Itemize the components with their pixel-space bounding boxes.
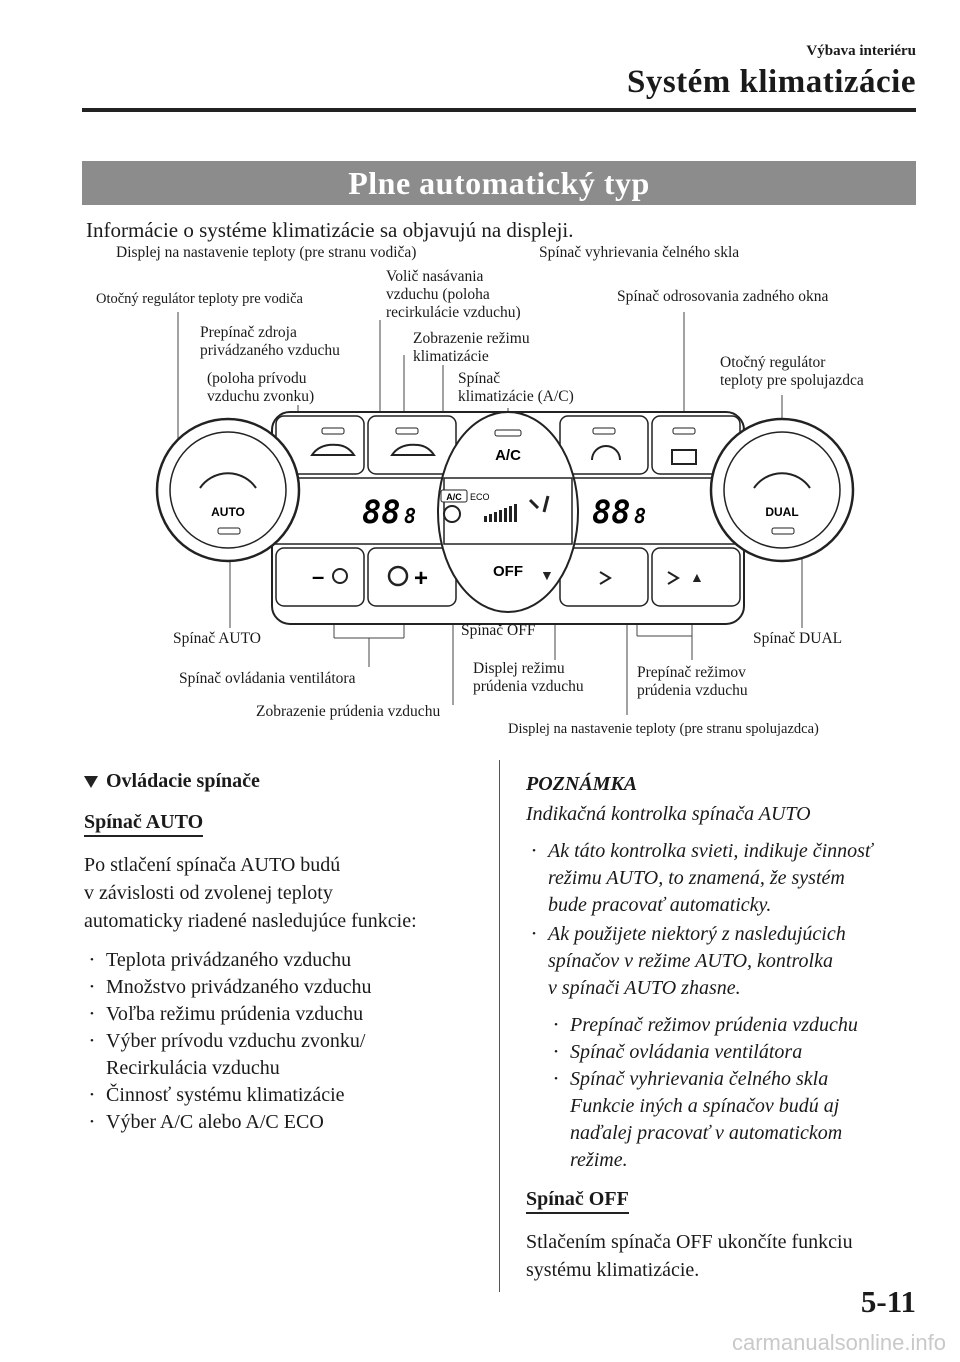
passenger-temp-digits: 88 (592, 493, 631, 531)
driver-temp-decimal: 8 (404, 504, 417, 528)
label-passenger-temp-display: Displej na nastavenie teploty (pre stranu spolujazdca) (508, 721, 819, 737)
eco-label: ECO (470, 492, 490, 502)
page-number: 5-11 (860, 1284, 916, 1319)
auto-switch-heading: Spínač AUTO (84, 811, 203, 837)
note-list (526, 838, 926, 1002)
label-fan-control: Spínač ovládania ventilátora (179, 670, 356, 687)
list-item: • Ak táto kontrolka svieti, indikuje činnosť režimu AUTO, to znamená, že systém bude pracovať automaticky. (526, 838, 926, 919)
svg-text:▼: ▼ (540, 567, 554, 583)
label-source-switch: Prepínač zdroja privádzaného vzduchu (200, 324, 340, 359)
list-item: • Voľba režimu prúdenia vzduchu (84, 1001, 484, 1028)
label-windshield-defrost: Spínač vyhrievania čelného skla (539, 244, 740, 261)
driver-temp-dial (157, 419, 299, 561)
fan-plus-label: + (414, 565, 429, 592)
label-airflow-display: Zobrazenie prúdenia vzduchu (256, 703, 441, 720)
auto-description: Po stlačení spínača AUTO budú v závislosti od zvolenej teploty automaticky riadené nasledujúce funkcie: (84, 854, 417, 932)
label-ac-switch: Spínač klimatizácie (A/C) (458, 370, 574, 405)
list-item: • Výber A/C alebo A/C ECO (84, 1109, 484, 1136)
list-item: • Množstvo privádzaného vzduchu (84, 974, 484, 1001)
list-item: • Prepínač režimov prúdenia vzduchu (548, 1012, 926, 1039)
label-driver-temp-dial: Otočný regulátor teploty pre vodiča (96, 291, 303, 307)
section-banner: Plne automatický typ (82, 161, 916, 205)
intro-text: Informácie o systéme klimatizácie sa objavujú na displeji. (86, 218, 574, 242)
list-item: • Teplota privádzaného vzduchu (84, 947, 484, 974)
label-dual-switch: Spínač DUAL (753, 630, 843, 647)
controls-heading: Ovládacie spínače (84, 770, 484, 793)
control-panel (272, 412, 744, 624)
note-subtitle: Indikačná kontrolka spínača AUTO (526, 803, 811, 825)
note-sublist (526, 1012, 926, 1174)
ac-button-label: A/C (495, 447, 521, 464)
label-passenger-dial: Otočný regulátor teploty pre spolujazdca (720, 354, 864, 389)
passenger-temp-dial (711, 419, 853, 561)
off-switch-heading: Spínač OFF (526, 1188, 629, 1214)
off-description: Stlačením spínača OFF ukončíte funkciu systému klimatizácie. (526, 1231, 853, 1281)
list-item: • Výber prívodu vzduchu zvonku/ Recirkulácia vzduchu (84, 1028, 484, 1082)
passenger-temp-decimal: 8 (634, 504, 647, 528)
right-column (526, 770, 926, 1284)
dual-button-label: DUAL (765, 505, 799, 519)
label-auto-switch: Spínač AUTO (173, 630, 261, 647)
auto-function-list (84, 947, 484, 1136)
off-button-label: OFF (493, 563, 523, 580)
watermark: carmanualsonline.info (731, 1330, 946, 1355)
chapter-title: Systém klimatizácie (626, 64, 916, 100)
list-item: • Činnosť systému klimatizácie (84, 1082, 484, 1109)
label-intake-selector: Volič nasávania vzduchu (poloha recirkulácie vzduchu) (386, 268, 521, 321)
auto-button-label: AUTO (211, 505, 245, 519)
column-divider (499, 760, 500, 1292)
note-title: POZNÁMKA (526, 773, 638, 795)
label-rear-defrost: Spínač odrosovania zadného okna (617, 288, 829, 305)
ac-badge-label: A/C (446, 492, 462, 502)
fan-minus-label: – (312, 564, 325, 589)
left-column (84, 770, 484, 1136)
label-mode-selector: Prepínač režimov prúdenia vzduchu (637, 664, 748, 699)
driver-temp-digits: 88 (362, 493, 401, 531)
label-off-switch: Spínač OFF (461, 622, 536, 639)
svg-text:▲: ▲ (690, 569, 704, 585)
section-title: Výbava interiéru (806, 43, 916, 59)
list-item: • Ak použijete niektorý z nasledujúcich spínačov v režime AUTO, kontrolka v spínači AUTO zhasne. (526, 921, 926, 1002)
list-item: • Spínač ovládania ventilátora (548, 1039, 926, 1066)
label-outside-air: (poloha prívodu vzduchu zvonku) (207, 370, 315, 405)
label-ac-mode-display: Zobrazenie režimu klimatizácie (413, 330, 530, 365)
list-item: • Spínač vyhrievania čelného skla Funkcie iných a spínačov budú aj naďalej pracovať v automatickom režime. (548, 1066, 926, 1174)
label-airflow-mode-display: Displej režimu prúdenia vzduchu (473, 660, 584, 695)
triangle-icon (84, 776, 98, 788)
label-driver-temp-display: Displej na nastavenie teploty (pre stranu vodiča) (116, 244, 417, 261)
